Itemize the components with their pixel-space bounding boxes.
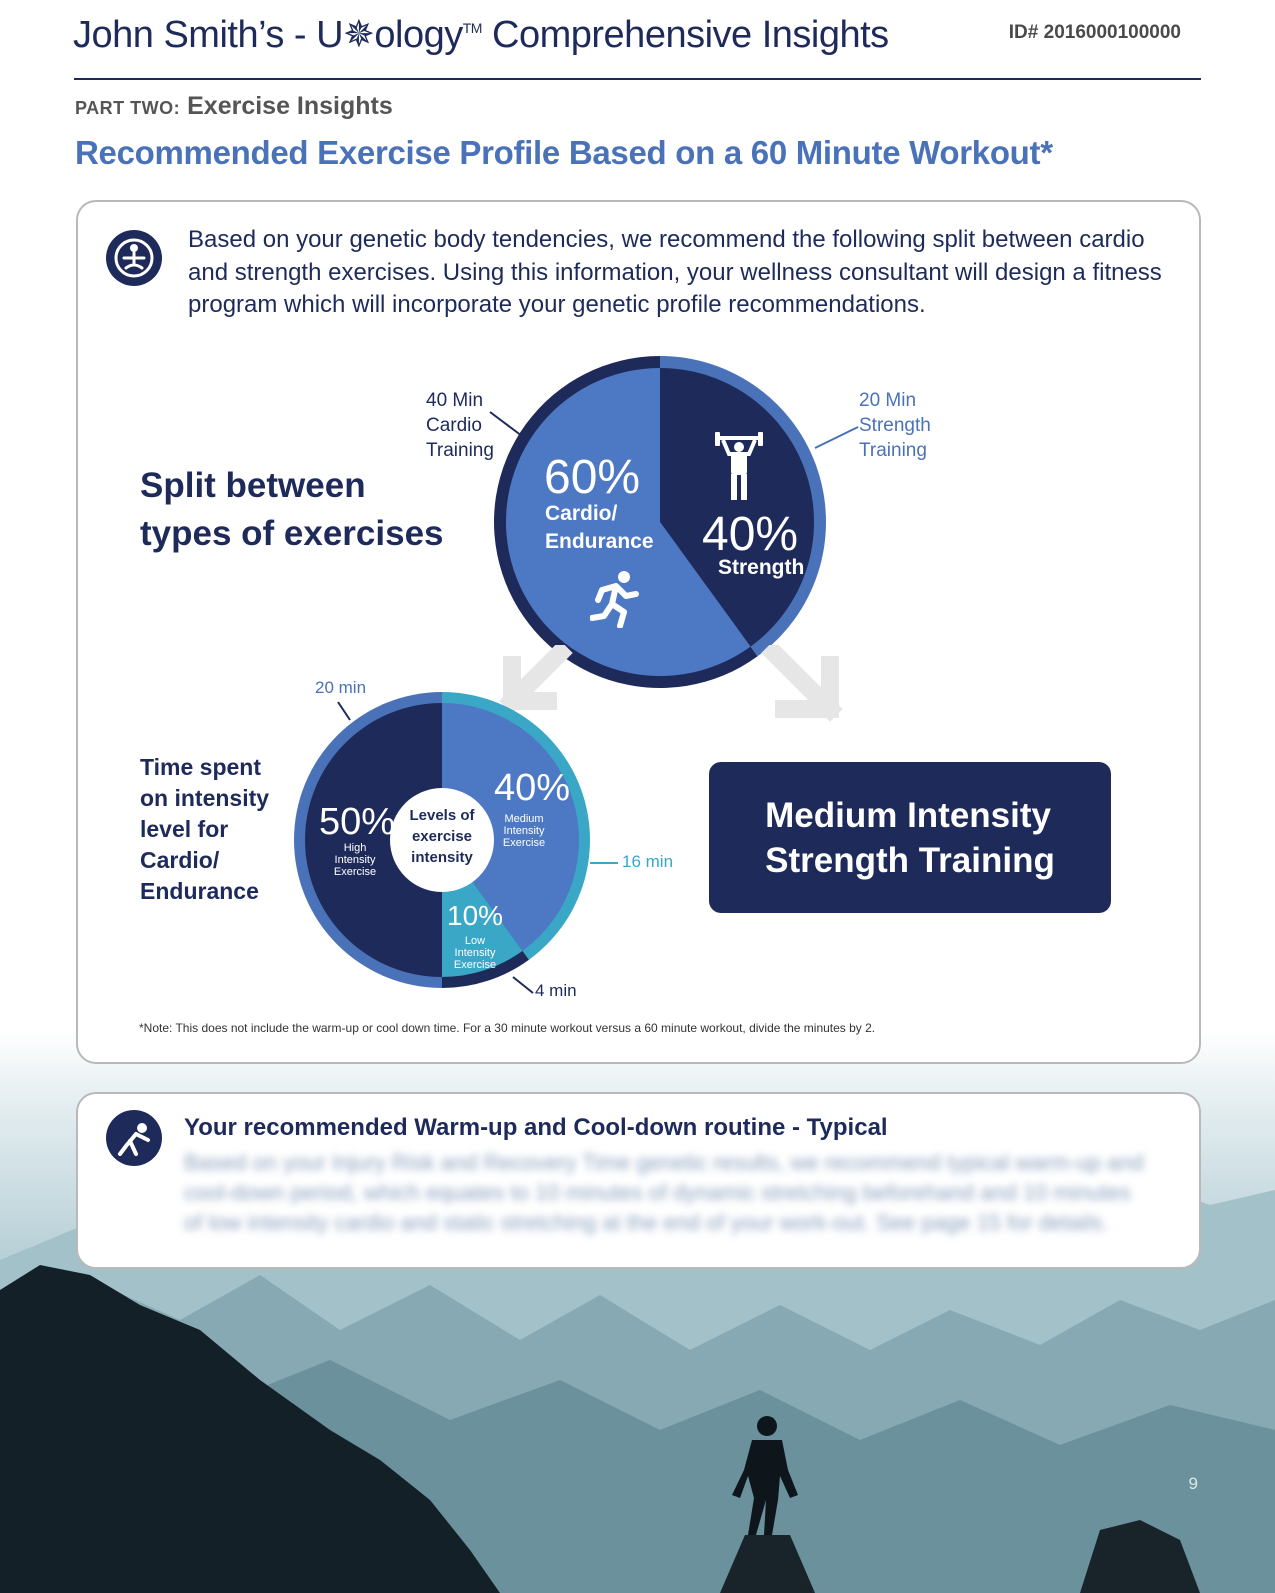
footnote: *Note: This does not include the warm-up or cool down time. For a 30 minute workout versus a 60 minute workout, divide the minutes by 2. — [139, 1021, 876, 1035]
strength-callout: 20 Min Strength Training — [859, 390, 931, 461]
weightlifter-icon — [715, 432, 763, 502]
recommendation-text: Medium Intensity Strength Training — [765, 795, 1055, 880]
intensity-center-label: Levels of exercise intensity — [409, 807, 475, 866]
document-title: John Smith’s - U✵ology™ Comprehensive Insights — [73, 14, 889, 56]
medium-intensity-label: Medium Intensity Exercise — [502, 813, 546, 849]
strength-percent: 40% — [702, 508, 799, 561]
warmup-text: Based on your Injury Risk and Recovery Time genetic results, we recommend typical warm-up and cool-down period, which equates to 10 minutes of dynamic stretching beforehand and 10 minutes of low intensity cardio and static stretching at the end of your work-out. See page 15 for details. — [184, 1150, 1144, 1235]
low-intensity-label: Low Intensity Exercise — [453, 935, 497, 971]
medium-intensity-percent: 40% — [494, 767, 571, 809]
medium-minutes-line — [590, 860, 620, 866]
meditation-icon — [106, 230, 162, 286]
high-intensity-label: High Intensity Exercise — [333, 842, 377, 878]
section-title: Recommended Exercise Profile Based on a 60 Minute Workout* — [75, 134, 1053, 171]
split-heading: Split between types of exercises — [140, 466, 444, 553]
high-intensity-minutes: 20 min — [315, 678, 367, 697]
cardio-callout: 40 Min Cardio Training — [426, 390, 494, 461]
intro-text: Based on your genetic body tendencies, we recommend the following split between cardio and strength exercises. Using this information, your wellness consultant will design a fitness program which will incorporate your genetic profile recommendations. — [188, 226, 1162, 318]
intensity-heading: Time spent on intensity level for Cardio/ Endurance — [140, 754, 270, 904]
warmup-title: Your recommended Warm-up and Cool-down routine - Typical — [184, 1114, 888, 1141]
medium-intensity-minutes: 16 min — [622, 852, 674, 871]
arrow-down-right-icon — [760, 645, 860, 730]
low-minutes-line — [511, 975, 537, 997]
stretching-icon — [106, 1110, 162, 1166]
cardio-callout-line — [488, 410, 528, 440]
cardio-percent: 60% — [544, 451, 641, 504]
low-intensity-percent: 10% — [447, 900, 504, 931]
cardio-label: Cardio/ Endurance — [545, 502, 654, 553]
recommendation-box — [709, 762, 1111, 913]
document-id: ID# 2016000100000 — [1008, 22, 1181, 43]
high-minutes-line — [336, 700, 356, 724]
high-intensity-percent: 50% — [319, 801, 396, 843]
header-divider — [74, 78, 1201, 80]
strength-callout-line — [812, 424, 862, 454]
strength-label: Strength — [718, 556, 805, 579]
runner-icon — [590, 570, 640, 628]
part-heading: PART TWO: Exercise Insights — [75, 92, 393, 120]
low-intensity-minutes: 4 min — [535, 981, 577, 1000]
page-number: 9 — [1188, 1474, 1198, 1493]
